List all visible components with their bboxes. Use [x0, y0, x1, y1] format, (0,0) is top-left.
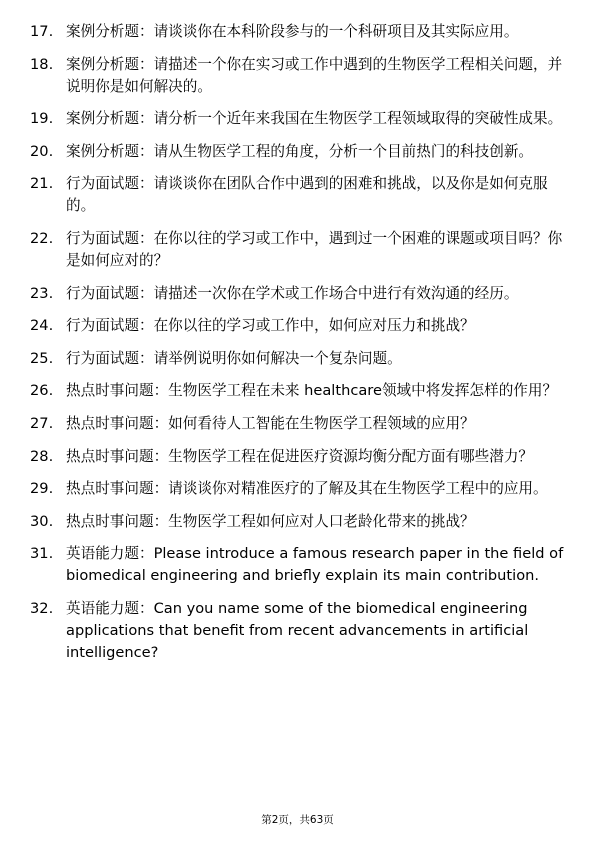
question-number: 21.	[30, 175, 54, 193]
question-text: 英语能力题：Please introduce a famous research paper in the field of biomedical engineering and briefly explain its main contribution.	[66, 545, 564, 585]
question-item	[30, 511, 565, 533]
question-item	[30, 21, 565, 43]
question-text: 案例分析题：请描述一个你在实习或工作中遇到的生物医学工程相关问题，并说明你是如何解决的。	[66, 55, 563, 95]
question-item	[30, 446, 565, 468]
question-text: 热点时事问题：生物医学工程如何应对人口老龄化带来的挑战？	[66, 512, 475, 530]
question-text: 行为面试题：在你以往的学习或工作中，如何应对压力和挑战？	[66, 317, 475, 335]
question-text: 热点时事问题：请谈谈你对精准医疗的了解及其在生物医学工程中的应用。	[66, 480, 548, 498]
question-text: 案例分析题：请从生物医学工程的角度，分析一个目前热门的科技创新。	[66, 142, 534, 160]
question-text: 热点时事问题：如何看待人工智能在生物医学工程领域的应用？	[66, 414, 475, 432]
question-item	[30, 108, 565, 130]
question-number: 17.	[30, 23, 54, 40]
question-text: 行为面试题：请描述一次你在学术或工作场合中进行有效沟通的经历。	[66, 284, 519, 302]
question-item	[30, 141, 565, 163]
question-number: 29.	[30, 480, 54, 498]
question-number: 24.	[30, 317, 54, 335]
question-item	[30, 315, 565, 337]
question-text: 行为面试题：在你以往的学习或工作中，遇到过一个困难的课题或项目吗？你是如何应对的？	[66, 229, 563, 269]
question-list	[30, 21, 565, 675]
question-item	[30, 228, 565, 272]
question-text: 英语能力题：Can you name some of the biomedical engineering applications that benefit from recent advancements in artificial intelligence?	[66, 599, 529, 661]
question-number: 28.	[30, 447, 54, 465]
question-item	[30, 54, 565, 98]
question-number: 19.	[30, 110, 54, 128]
question-number: 23.	[30, 284, 54, 302]
question-number: 31.	[30, 545, 54, 563]
question-number: 26.	[30, 382, 54, 400]
question-text: 行为面试题：请谈谈你在团队合作中遇到的困难和挑战，以及你是如何克服的。	[66, 175, 548, 215]
question-text: 热点时事问题：生物医学工程在未来 healthcare领域中将发挥怎样的作用？	[66, 382, 558, 400]
question-text: 行为面试题：请举例说明你如何解决一个复杂问题。	[66, 349, 402, 367]
question-item	[30, 173, 565, 217]
question-text: 热点时事问题：生物医学工程在促进医疗资源均衡分配方面有哪些潜力？	[66, 447, 534, 465]
question-item	[30, 413, 565, 435]
question-number: 18.	[30, 55, 54, 73]
question-item	[30, 283, 565, 305]
question-number: 20.	[30, 142, 54, 160]
question-item	[30, 478, 565, 500]
page-number-footer: 第2页，共63页	[261, 814, 334, 826]
question-number: 22.	[30, 229, 54, 247]
question-item	[30, 598, 565, 664]
question-item	[30, 543, 565, 587]
question-number: 30.	[30, 512, 54, 530]
question-text: 案例分析题：请谈谈你在本科阶段参与的一个科研项目及其实际应用。	[66, 23, 519, 40]
question-item	[30, 380, 565, 402]
question-number: 32.	[30, 599, 54, 617]
question-text: 案例分析题：请分析一个近年来我国在生物医学工程领域取得的突破性成果。	[66, 110, 563, 128]
question-number: 27.	[30, 414, 54, 432]
question-number: 25.	[30, 349, 54, 367]
question-item	[30, 348, 565, 370]
